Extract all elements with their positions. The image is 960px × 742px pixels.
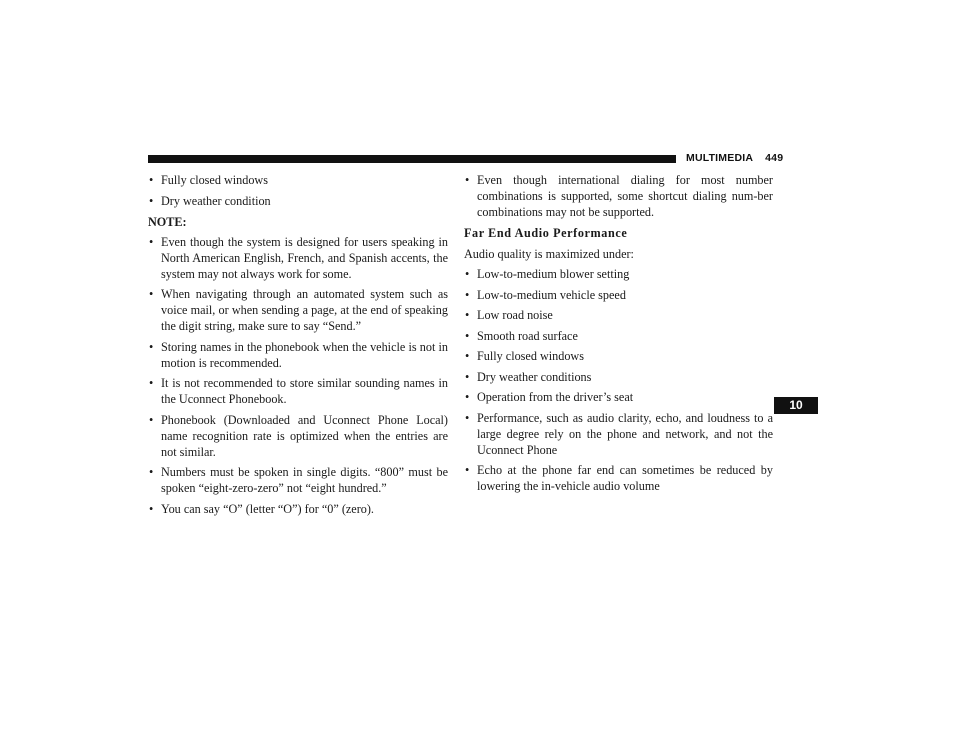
right-column bbox=[464, 172, 773, 499]
list-item: • Even though international dialing for most number combinations is supported, some shortcut dialing num-ber combinations may not be supported. bbox=[464, 172, 773, 220]
list-item: • Fully closed windows bbox=[148, 172, 448, 188]
list-item: • Echo at the phone far end can sometimes be reduced by lowering the in-vehicle audio volume bbox=[464, 462, 773, 494]
running-header bbox=[686, 152, 783, 164]
list-item: • You can say “O” (letter “O”) for “0” (zero). bbox=[148, 501, 448, 517]
list-item: • Smooth road surface bbox=[464, 328, 773, 344]
header-rule bbox=[148, 155, 676, 163]
list-item: • Low-to-medium vehicle speed bbox=[464, 287, 773, 303]
list-item: • When navigating through an automated system such as voice mail, or when sending a page, at the end of speaking the digit string, make sure to say “Send.” bbox=[148, 286, 448, 334]
list-item: • Numbers must be spoken in single digits. “800” must be spoken “eight-zero-zero” not “eight hundred.” bbox=[148, 464, 448, 496]
list-item: • Phonebook (Downloaded and Uconnect Phone Local) name recognition rate is optimized when the entries are not similar. bbox=[148, 412, 448, 460]
dialing-bullet-list bbox=[464, 172, 773, 220]
conditions-list bbox=[464, 266, 773, 494]
list-item: • Low road noise bbox=[464, 307, 773, 323]
list-item: • Operation from the driver’s seat bbox=[464, 389, 773, 405]
section-title: MULTIMEDIA bbox=[686, 152, 754, 164]
list-item: • Low-to-medium blower setting bbox=[464, 266, 773, 282]
top-bullet-list bbox=[148, 172, 448, 209]
list-item: • Fully closed windows bbox=[464, 348, 773, 364]
list-item: • Storing names in the phonebook when the vehicle is not in motion is recommended. bbox=[148, 339, 448, 371]
list-item: • Dry weather conditions bbox=[464, 369, 773, 385]
list-item: • Dry weather condition bbox=[148, 193, 448, 209]
list-item: • Performance, such as audio clarity, echo, and loudness to a large degree rely on the phone and network, and not the Uconnect Phone bbox=[464, 410, 773, 458]
note-label: NOTE: bbox=[148, 214, 187, 229]
left-column bbox=[148, 172, 448, 521]
page-number: 449 bbox=[765, 152, 784, 164]
section-heading: Far End Audio Performance bbox=[464, 225, 628, 240]
intro-text: Audio quality is maximized under: bbox=[464, 246, 634, 261]
note-bullet-list bbox=[148, 234, 448, 517]
list-item: • Even though the system is designed for users speaking in North American English, French, and Spanish accents, the system may not always work for some. bbox=[148, 234, 448, 282]
chapter-tab: 10 bbox=[774, 397, 818, 414]
list-item: • It is not recommended to store similar sounding names in the Uconnect Phonebook. bbox=[148, 375, 448, 407]
